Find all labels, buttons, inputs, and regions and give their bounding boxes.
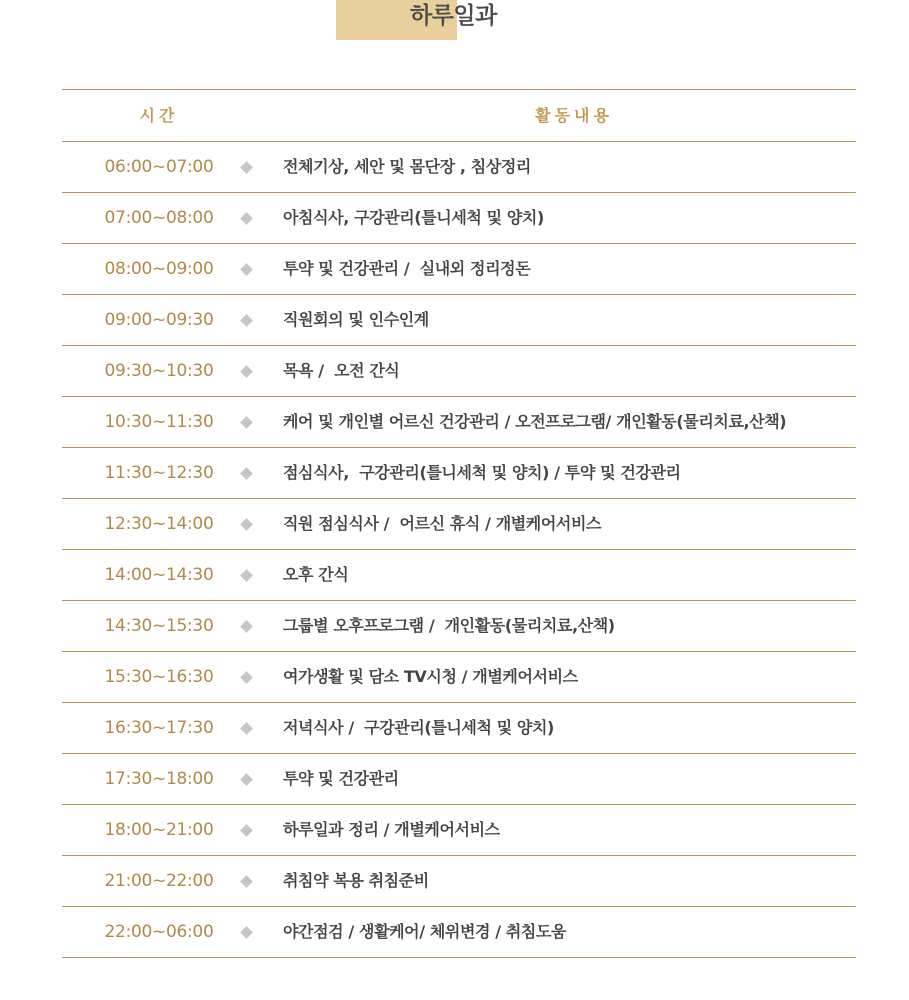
activity-cell: 목욕 / 오전 간식	[283, 361, 400, 380]
table-header-row	[62, 90, 856, 142]
table-row	[62, 703, 856, 754]
table-row	[62, 907, 856, 958]
activity-cell: 투약 및 건강관리	[283, 769, 399, 788]
time-cell: 08:00~09:00	[104, 259, 214, 279]
time-cell: 16:30~17:30	[104, 718, 214, 738]
activity-cell: 투약 및 건강관리 / 실내외 정리정돈	[283, 259, 531, 278]
table-row	[62, 448, 856, 499]
activity-cell: 하루일과 정리 / 개별케어서비스	[283, 820, 500, 839]
table-row	[62, 346, 856, 397]
table-row	[62, 295, 856, 346]
activity-cell: 여가생활 및 담소 TV시청 / 개별케어서비스	[283, 667, 578, 686]
time-cell: 18:00~21:00	[104, 820, 214, 840]
time-cell: 10:30~11:30	[104, 412, 214, 432]
table-row	[62, 193, 856, 244]
column-header-time: 시간	[139, 106, 179, 125]
time-cell: 09:30~10:30	[104, 361, 214, 381]
table-row	[62, 601, 856, 652]
activity-cell: 직원회의 및 인수인계	[283, 310, 429, 329]
activity-cell: 그룹별 오후프로그램 / 개인활동(물리치료,산책)	[283, 616, 615, 635]
time-cell: 06:00~07:00	[104, 157, 214, 177]
table-row	[62, 142, 856, 193]
page-header	[0, 0, 909, 40]
page-title: 하루일과	[410, 3, 497, 29]
time-cell: 17:30~18:00	[104, 769, 214, 789]
activity-cell: 아침식사, 구강관리(틀니세척 및 양치)	[283, 208, 544, 227]
table-row	[62, 550, 856, 601]
table-body	[62, 142, 856, 958]
column-header-activity: 활동내용	[535, 106, 613, 125]
table-row	[62, 652, 856, 703]
time-cell: 11:30~12:30	[104, 463, 214, 483]
time-cell: 14:00~14:30	[104, 565, 214, 585]
daily-schedule-table	[62, 89, 856, 958]
activity-cell: 케어 및 개인별 어르신 건강관리 / 오전프로그램/ 개인활동(물리치료,산책)	[283, 412, 787, 431]
activity-cell: 오후 간식	[283, 565, 349, 584]
activity-cell: 직원 점심식사 / 어르신 휴식 / 개별케어서비스	[283, 514, 602, 533]
activity-cell: 점심식사, 구강관리(틀니세척 및 양치) / 투약 및 건강관리	[283, 463, 681, 482]
table-row	[62, 805, 856, 856]
activity-cell: 야간점검 / 생활케어/ 체위변경 / 취침도움	[283, 922, 567, 941]
table-row	[62, 499, 856, 550]
time-cell: 14:30~15:30	[104, 616, 214, 636]
table-row	[62, 244, 856, 295]
table-row	[62, 856, 856, 907]
time-cell: 07:00~08:00	[104, 208, 214, 228]
time-cell: 22:00~06:00	[104, 922, 214, 942]
time-cell: 21:00~22:00	[104, 871, 214, 891]
activity-cell: 취침약 복용 취침준비	[283, 871, 429, 890]
activity-cell: 전체기상, 세안 및 몸단장 , 침상정리	[283, 157, 531, 176]
time-cell: 09:00~09:30	[104, 310, 214, 330]
table-row	[62, 397, 856, 448]
time-cell: 15:30~16:30	[104, 667, 214, 687]
table-row	[62, 754, 856, 805]
time-cell: 12:30~14:00	[104, 514, 214, 534]
activity-cell: 저녁식사 / 구강관리(틀니세척 및 양치)	[283, 718, 554, 737]
